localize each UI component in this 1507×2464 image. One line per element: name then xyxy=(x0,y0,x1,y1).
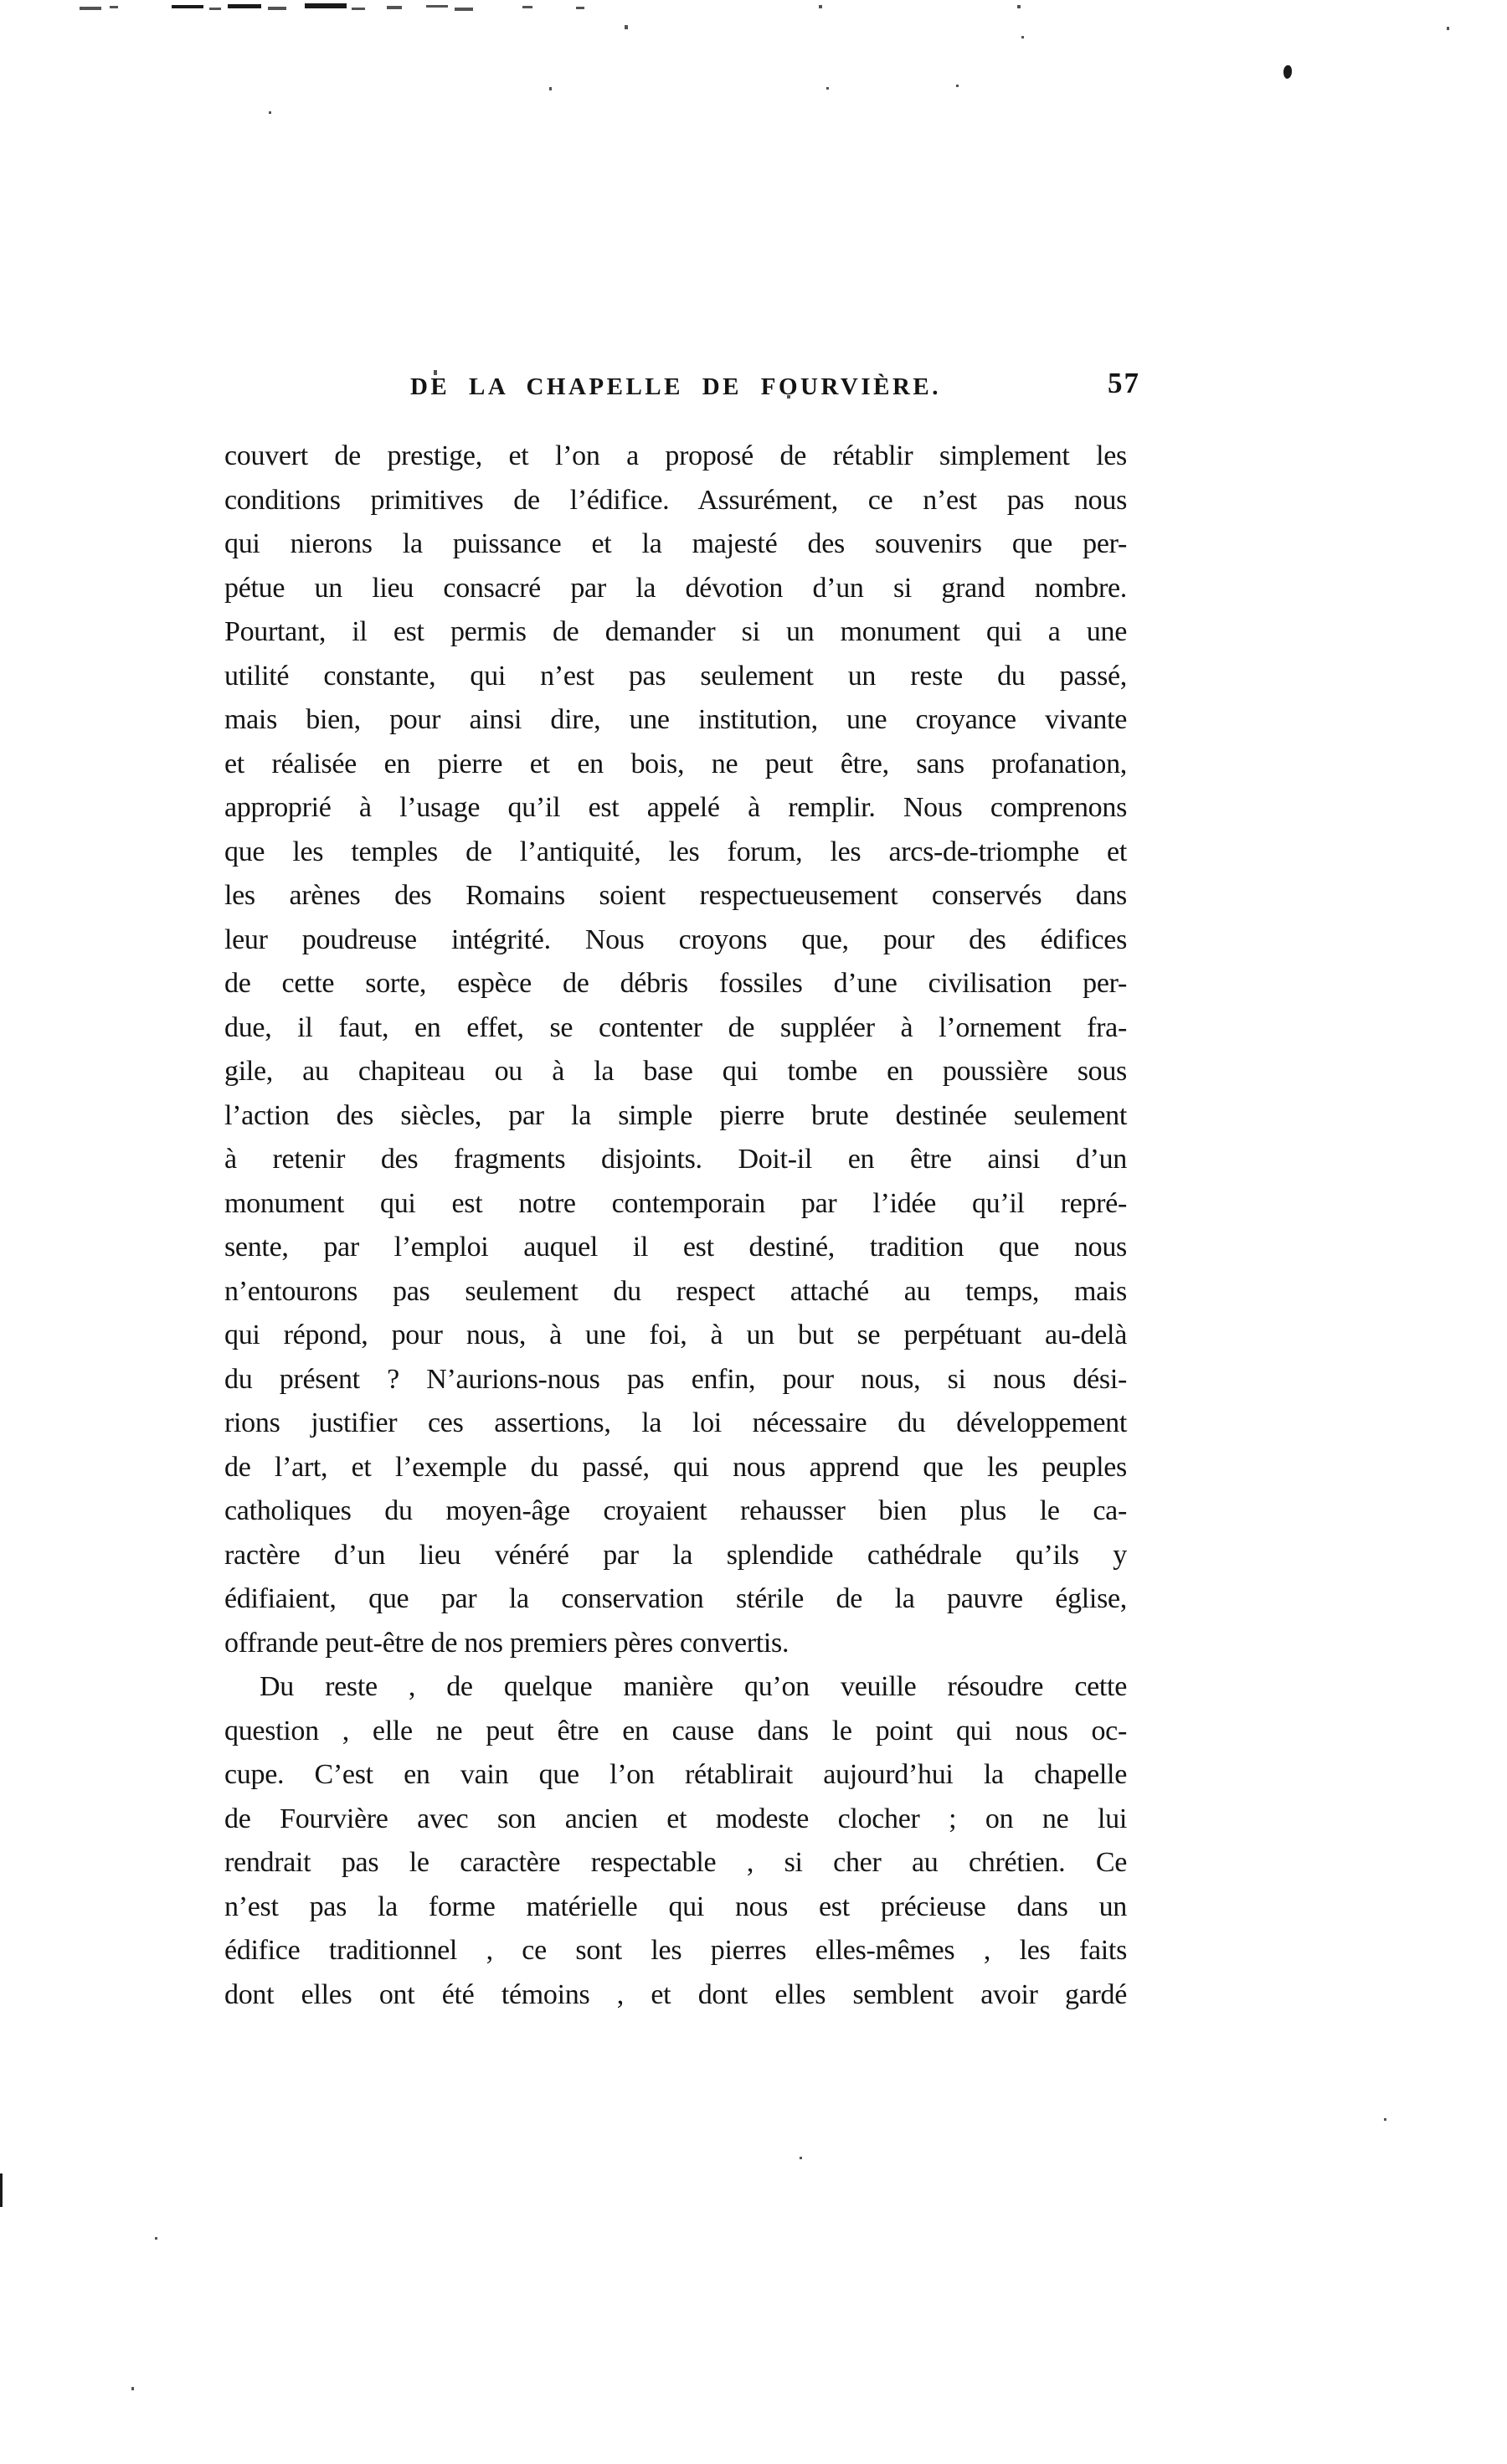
scan-artifact xyxy=(800,2157,802,2159)
scan-artifact xyxy=(269,111,271,114)
scan-artifact xyxy=(1384,2118,1386,2121)
scan-artifact xyxy=(956,85,959,87)
body-line-10: que les temples de l’antiquité, les forum, les arcs-de-triomphe et xyxy=(224,836,1127,867)
body-line-24: de l’art, et l’exemple du passé, qui nous apprend que les peuples xyxy=(224,1451,1127,1483)
body-line-13: de cette sorte, espèce de débris fossiles d’une civilisation per- xyxy=(224,968,1127,999)
body-line-33: rendrait pas le caractère respectable , si cher au chrétien. Ce xyxy=(224,1847,1127,1878)
scan-artifact xyxy=(131,2387,134,2390)
running-header xyxy=(224,367,1140,410)
body-line-28-paragraph-end: offrande peut-être de nos premiers pères convertis. xyxy=(224,1627,790,1659)
scan-artifact xyxy=(549,87,552,90)
scan-artifact xyxy=(305,3,347,8)
scan-artifact xyxy=(455,8,473,11)
body-line-31: cupe. C’est en vain que l’on rétablirait aujourd’hui la chapelle xyxy=(224,1759,1127,1790)
body-line-12: leur poudreuse intégrité. Nous croyons que, pour des édifices xyxy=(224,923,1127,955)
scan-artifact xyxy=(522,6,532,8)
scan-artifact xyxy=(426,5,448,8)
body-line-02: conditions primitives de l’édifice. Assurément, ce n’est pas nous xyxy=(224,484,1127,516)
body-line-06: utilité constante, qui n’est pas seulement un reste du passé, xyxy=(224,660,1127,692)
body-line-29-paragraph-start: Du reste , de quelque manière qu’on veuille résoudre cette xyxy=(260,1671,1127,1702)
scan-artifact xyxy=(826,87,829,90)
body-line-04: pétue un lieu consacré par la dévotion d’un si grand nombre. xyxy=(224,572,1127,604)
running-title: DE LA CHAPELLE DE FOURVIÈRE. xyxy=(409,373,942,400)
body-line-20: n’entourons pas seulement du respect attaché au temps, mais xyxy=(224,1275,1127,1307)
scan-artifact xyxy=(576,7,584,9)
body-line-09: approprié à l’usage qu’il est appelé à remplir. Nous comprenons xyxy=(224,792,1127,823)
body-line-14: due, il faut, en effet, se contenter de suppléer à l’ornement fra- xyxy=(224,1011,1127,1043)
body-line-17: à retenir des fragments disjoints. Doit-il en être ainsi d’un xyxy=(224,1144,1127,1175)
page-number: 57 xyxy=(1108,367,1140,399)
body-line-01: couvert de prestige, et l’on a proposé de rétablir simplement les xyxy=(224,440,1127,471)
body-line-05: Pourtant, il est permis de demander si un monument qui a une xyxy=(224,616,1127,647)
scan-artifact xyxy=(1447,27,1449,30)
scan-artifact xyxy=(1017,5,1021,8)
scan-artifact xyxy=(268,7,286,10)
scan-artifact xyxy=(172,5,203,8)
body-line-26: ractère d’un lieu vénéré par la splendide cathédrale qu’ils y xyxy=(224,1539,1127,1571)
scan-artifact xyxy=(819,5,822,8)
scan-artifact xyxy=(110,6,118,8)
scan-artifact xyxy=(209,8,221,10)
body-line-11: les arènes des Romains soient respectueusement conservés dans xyxy=(224,880,1127,911)
body-line-22: du présent ? N’aurions-nous pas enfin, pour nous, si nous dési- xyxy=(224,1363,1127,1395)
body-line-08: et réalisée en pierre et en bois, ne peut être, sans profanation, xyxy=(224,748,1127,779)
page-edge-artifact xyxy=(0,2173,3,2207)
body-line-18: monument qui est notre contemporain par l’idée qu’il repré- xyxy=(224,1187,1127,1219)
ink-blob-artifact xyxy=(1283,65,1292,79)
body-line-16: l’action des siècles, par la simple pierre brute destinée seulement xyxy=(224,1099,1127,1131)
body-line-36: dont elles ont été témoins , et dont elles semblent avoir gardé xyxy=(224,1978,1127,2010)
body-line-30: question , elle ne peut être en cause dans le point qui nous oc- xyxy=(224,1715,1127,1746)
body-line-32: de Fourvière avec son ancien et modeste clocher ; on ne lui xyxy=(224,1803,1127,1834)
body-line-23: rions justifier ces assertions, la loi nécessaire du développement xyxy=(224,1407,1127,1438)
body-line-19: sente, par l’emploi auquel il est destiné, tradition que nous xyxy=(224,1232,1127,1263)
body-line-25: catholiques du moyen-âge croyaient rehausser bien plus le ca- xyxy=(224,1495,1127,1526)
body-line-34: n’est pas la forme matérielle qui nous est précieuse dans un xyxy=(224,1890,1127,1922)
body-line-15: gile, au chapiteau ou à la base qui tombe en poussière sous xyxy=(224,1056,1127,1087)
scan-artifact xyxy=(155,2237,157,2240)
body-line-03: qui nierons la puissance et la majesté des souvenirs que per- xyxy=(224,528,1127,559)
scan-artifact xyxy=(80,7,101,10)
scan-artifact xyxy=(1021,36,1024,39)
body-text xyxy=(224,435,1127,2017)
body-line-27: édifiaient, que par la conservation stérile de la pauvre église, xyxy=(224,1583,1127,1614)
body-line-35: édifice traditionnel , ce sont les pierres elles-mêmes , les faits xyxy=(224,1935,1127,1966)
body-line-21: qui répond, pour nous, à une foi, à un but se perpétuant au-delà xyxy=(224,1319,1127,1350)
scan-artifact xyxy=(387,6,402,9)
scan-artifact xyxy=(228,4,261,8)
scan-artifact xyxy=(625,25,628,29)
scan-artifact xyxy=(352,8,365,10)
body-line-07: mais bien, pour ainsi dire, une institution, une croyance vivante xyxy=(224,704,1127,735)
